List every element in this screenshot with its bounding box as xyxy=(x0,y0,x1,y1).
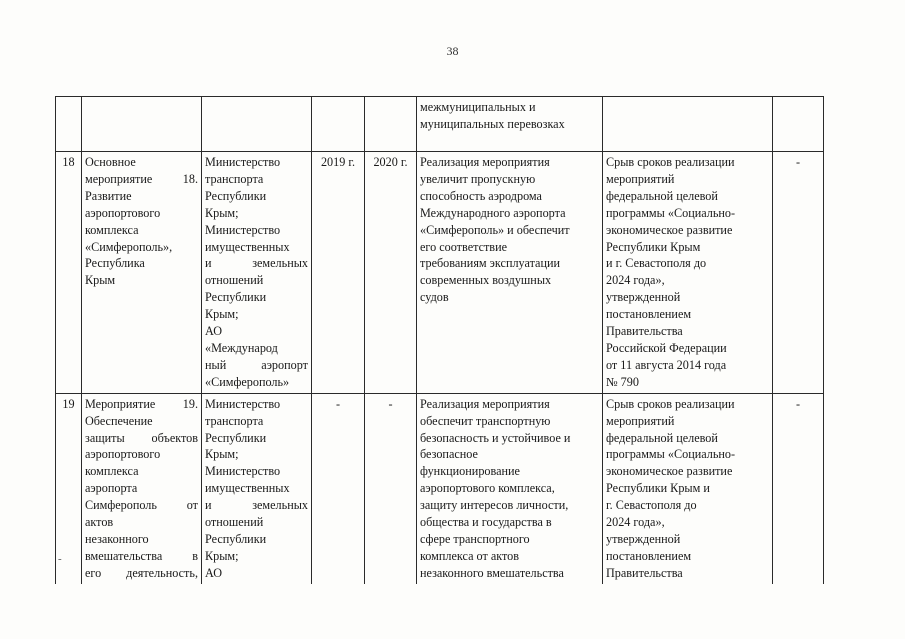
cell-line: экономическое развитие xyxy=(606,464,733,479)
cell-line: экономическое развитие xyxy=(606,222,733,237)
cell-line: имущественных xyxy=(205,481,290,496)
cell-line: безопасность и устойчивое и xyxy=(420,430,571,445)
cell-line: отношений xyxy=(205,515,264,530)
cell-line: мероприятий xyxy=(606,413,675,428)
cell-line: судов xyxy=(420,290,449,305)
cell-line: Республики xyxy=(205,531,267,546)
cell-line: № 790 xyxy=(606,374,639,389)
expected-result-cell xyxy=(417,393,603,583)
cell-line: Республики Крым xyxy=(606,239,701,254)
cell-line: мероприятий xyxy=(606,171,675,186)
cell-line: Правительства xyxy=(606,565,683,580)
cell-line: защиты объектов xyxy=(85,430,198,445)
cell-line: комплекса xyxy=(85,222,139,237)
cell-line: безопасное xyxy=(420,447,478,462)
cell-line: вмешательства в xyxy=(85,548,198,563)
table-row xyxy=(56,393,824,583)
cell-line: аэропорта xyxy=(85,481,138,496)
row-number-cell: 19 xyxy=(56,393,82,583)
cell-line: федеральной целевой xyxy=(606,430,718,445)
cell-line: аэропортового xyxy=(85,205,161,220)
cell-line: Основное xyxy=(85,155,136,169)
cell-line: Крым; xyxy=(205,307,239,322)
indicator-link-cell: - xyxy=(773,152,824,394)
measure-title-cell xyxy=(82,97,202,152)
expected-result-cell xyxy=(417,97,603,152)
cell-line: комплекса от актов xyxy=(420,548,520,563)
indicator-link-cell xyxy=(773,97,824,152)
end-year-cell xyxy=(365,97,417,152)
cell-line: Крым xyxy=(85,273,116,288)
cell-line: транспорта xyxy=(205,171,264,186)
cell-line: требованиям эксплуатации xyxy=(420,256,561,271)
start-year-cell: - xyxy=(312,393,365,583)
cell-line: межмуниципальных и xyxy=(420,100,536,114)
start-year-cell xyxy=(312,97,365,152)
cell-line: увеличит пропускную xyxy=(420,171,536,186)
cell-line: АО xyxy=(205,324,222,339)
cell-line: Симферополь от xyxy=(85,498,198,513)
cell-line: утвержденной xyxy=(606,290,681,305)
cell-line: Международного аэропорта xyxy=(420,205,566,220)
cell-line: от 11 августа 2014 года xyxy=(606,357,727,372)
cell-line: сфере транспортного xyxy=(420,531,530,546)
cell-line: Республика xyxy=(85,256,145,271)
cell-line: ный аэропорт xyxy=(205,357,308,372)
cell-line: аэропортового xyxy=(85,447,161,462)
cell-line: «Симферополь», xyxy=(85,239,173,254)
cell-line: актов xyxy=(85,515,114,530)
cell-line: Крым; xyxy=(205,548,239,563)
cell-line: Республики xyxy=(205,290,267,305)
indicator-link-cell: - xyxy=(773,393,824,583)
cell-line: аэропортового комплекса, xyxy=(420,481,555,496)
table-row xyxy=(56,97,824,152)
cell-line: программы «Социально- xyxy=(606,447,736,462)
cell-line: функционирование xyxy=(420,464,520,479)
measures-table xyxy=(55,96,824,584)
consequences-cell xyxy=(603,97,773,152)
cell-line: программы «Социально- xyxy=(606,205,736,220)
cell-line: транспорта xyxy=(205,413,264,428)
cell-line: Реализация мероприятия xyxy=(420,155,550,169)
cell-line: и земельных xyxy=(205,498,308,513)
cell-line: незаконного вмешательства xyxy=(420,565,564,580)
end-year-cell: - xyxy=(365,393,417,583)
cell-line: Мероприятие 19. xyxy=(85,396,198,411)
cell-line: 2024 года», xyxy=(606,273,665,288)
row-number-cell: 18 xyxy=(56,152,82,394)
cell-line: Обеспечение xyxy=(85,413,153,428)
executors-cell xyxy=(202,393,312,583)
cell-line: «Симферополь» xyxy=(205,374,290,389)
executors-cell xyxy=(202,152,312,394)
measure-title-cell xyxy=(82,152,202,394)
cell-line: способность аэродрома xyxy=(420,188,542,203)
page-number: 38 xyxy=(446,44,459,58)
cell-line: Срыв сроков реализации xyxy=(606,396,735,411)
cell-line: Правительства xyxy=(606,324,683,339)
cell-line: АО xyxy=(205,565,222,580)
cell-line: общества и государства в xyxy=(420,515,552,530)
cell-line: Развитие xyxy=(85,188,132,203)
cell-line: Российской Федерации xyxy=(606,340,727,355)
consequences-cell xyxy=(603,152,773,394)
margin-mark: - xyxy=(58,553,62,565)
cell-line: и земельных xyxy=(205,256,308,271)
cell-line: Реализация мероприятия xyxy=(420,396,550,411)
cell-line: г. Севастополя до xyxy=(606,498,697,513)
cell-line: отношений xyxy=(205,273,264,288)
cell-line: федеральной целевой xyxy=(606,188,718,203)
cell-line: Срыв сроков реализации xyxy=(606,155,735,169)
cell-line: обеспечит транспортную xyxy=(420,413,551,428)
table-row xyxy=(56,152,824,394)
cell-line: его деятельность, xyxy=(85,565,198,580)
cell-line: муниципальных перевозках xyxy=(420,116,565,131)
cell-line: Республики xyxy=(205,188,267,203)
cell-line: Министерство xyxy=(205,464,281,479)
cell-line: постановлением xyxy=(606,307,692,322)
cell-line: современных воздушных xyxy=(420,273,552,288)
consequences-cell xyxy=(603,393,773,583)
cell-line: его соответствие xyxy=(420,239,507,254)
cell-line: Республики xyxy=(205,430,267,445)
cell-line: мероприятие 18. xyxy=(85,171,198,186)
executors-cell xyxy=(202,97,312,152)
cell-line: постановлением xyxy=(606,548,692,563)
cell-line: 2024 года», xyxy=(606,515,665,530)
cell-line: Республики Крым и xyxy=(606,481,710,496)
cell-line: защиту интересов личности, xyxy=(420,498,569,513)
cell-line: имущественных xyxy=(205,239,290,254)
cell-line: утвержденной xyxy=(606,531,681,546)
cell-line: «Международ xyxy=(205,340,278,355)
cell-line: Министерство xyxy=(205,396,281,411)
measure-title-cell xyxy=(82,393,202,583)
expected-result-cell xyxy=(417,152,603,394)
cell-line: Министерство xyxy=(205,155,281,169)
cell-line: Министерство xyxy=(205,222,281,237)
cell-line: Крым; xyxy=(205,205,239,220)
start-year-cell: 2019 г. xyxy=(312,152,365,394)
cell-line: Крым; xyxy=(205,447,239,462)
cell-line: незаконного xyxy=(85,531,149,546)
cell-line: комплекса xyxy=(85,464,139,479)
row-number-cell xyxy=(56,97,82,152)
end-year-cell: 2020 г. xyxy=(365,152,417,394)
cell-line: и г. Севастополя до xyxy=(606,256,707,271)
cell-line: «Симферополь» и обеспечит xyxy=(420,222,570,237)
